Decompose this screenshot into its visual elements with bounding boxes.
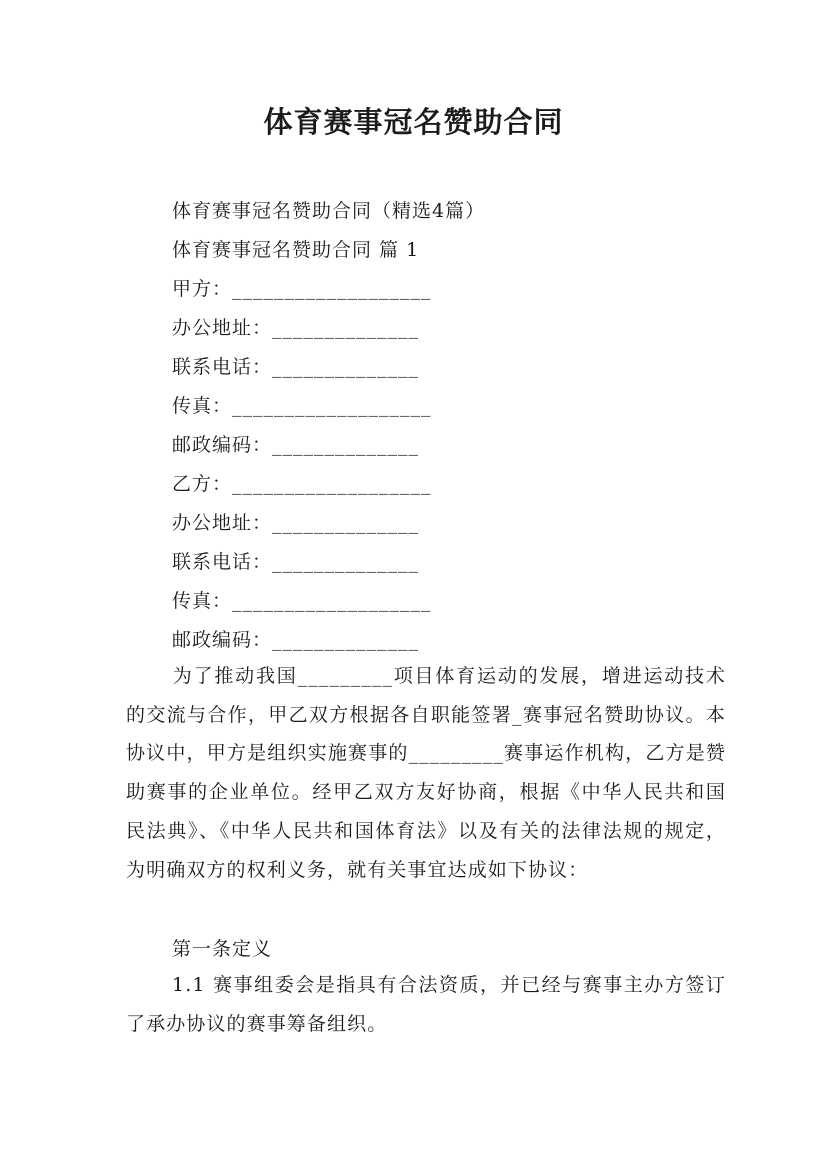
section-heading: 体育赛事冠名赞助合同 篇 1 [172,239,420,261]
preamble-text: 为了推动我国_________项目体育运动的发展，增进运动技术的交流与合作，甲乙双方根据各自职能签署_赛事冠名赞助协议。本协议中，甲方是组织实施赛事的_________赛事运作机构，乙方是赞助赛事的企业单位。经甲乙双方友好协商，根据《中华人民共和国民法典》、《中华人民共和国体育法》以及有关的法律法规的规定，为明确双方的权利义务，就有关事宜达成如下协议： [126,665,726,881]
preamble-paragraph [126,657,726,889]
document-title: 体育赛事冠名赞助合同 [263,105,564,139]
article-1-heading: 第一条定义 [172,938,273,960]
party-b-address-line: 办公地址：______________ [172,512,420,534]
clause-1-1-paragraph [126,966,726,1043]
party-b-postcode-line: 邮政编码：______________ [172,629,420,651]
party-b-name-line: 乙方：___________________ [172,473,432,495]
party-a-name-line: 甲方：___________________ [172,278,432,300]
party-a-postcode-line: 邮政编码：______________ [172,434,420,456]
document-subtitle: 体育赛事冠名赞助合同（精选4篇） [172,200,486,222]
party-b-fax-line: 传真：___________________ [172,590,432,612]
party-a-fax-line: 传真：___________________ [172,395,432,417]
clause-1-1-text: 1.1 赛事组委会是指具有合法资质，并已经与赛事主办方签订了承办协议的赛事筹备组织。 [126,974,726,1035]
party-a-address-line: 办公地址：______________ [172,317,420,339]
party-b-phone-line: 联系电话：______________ [172,551,420,573]
party-a-phone-line: 联系电话：______________ [172,356,420,378]
